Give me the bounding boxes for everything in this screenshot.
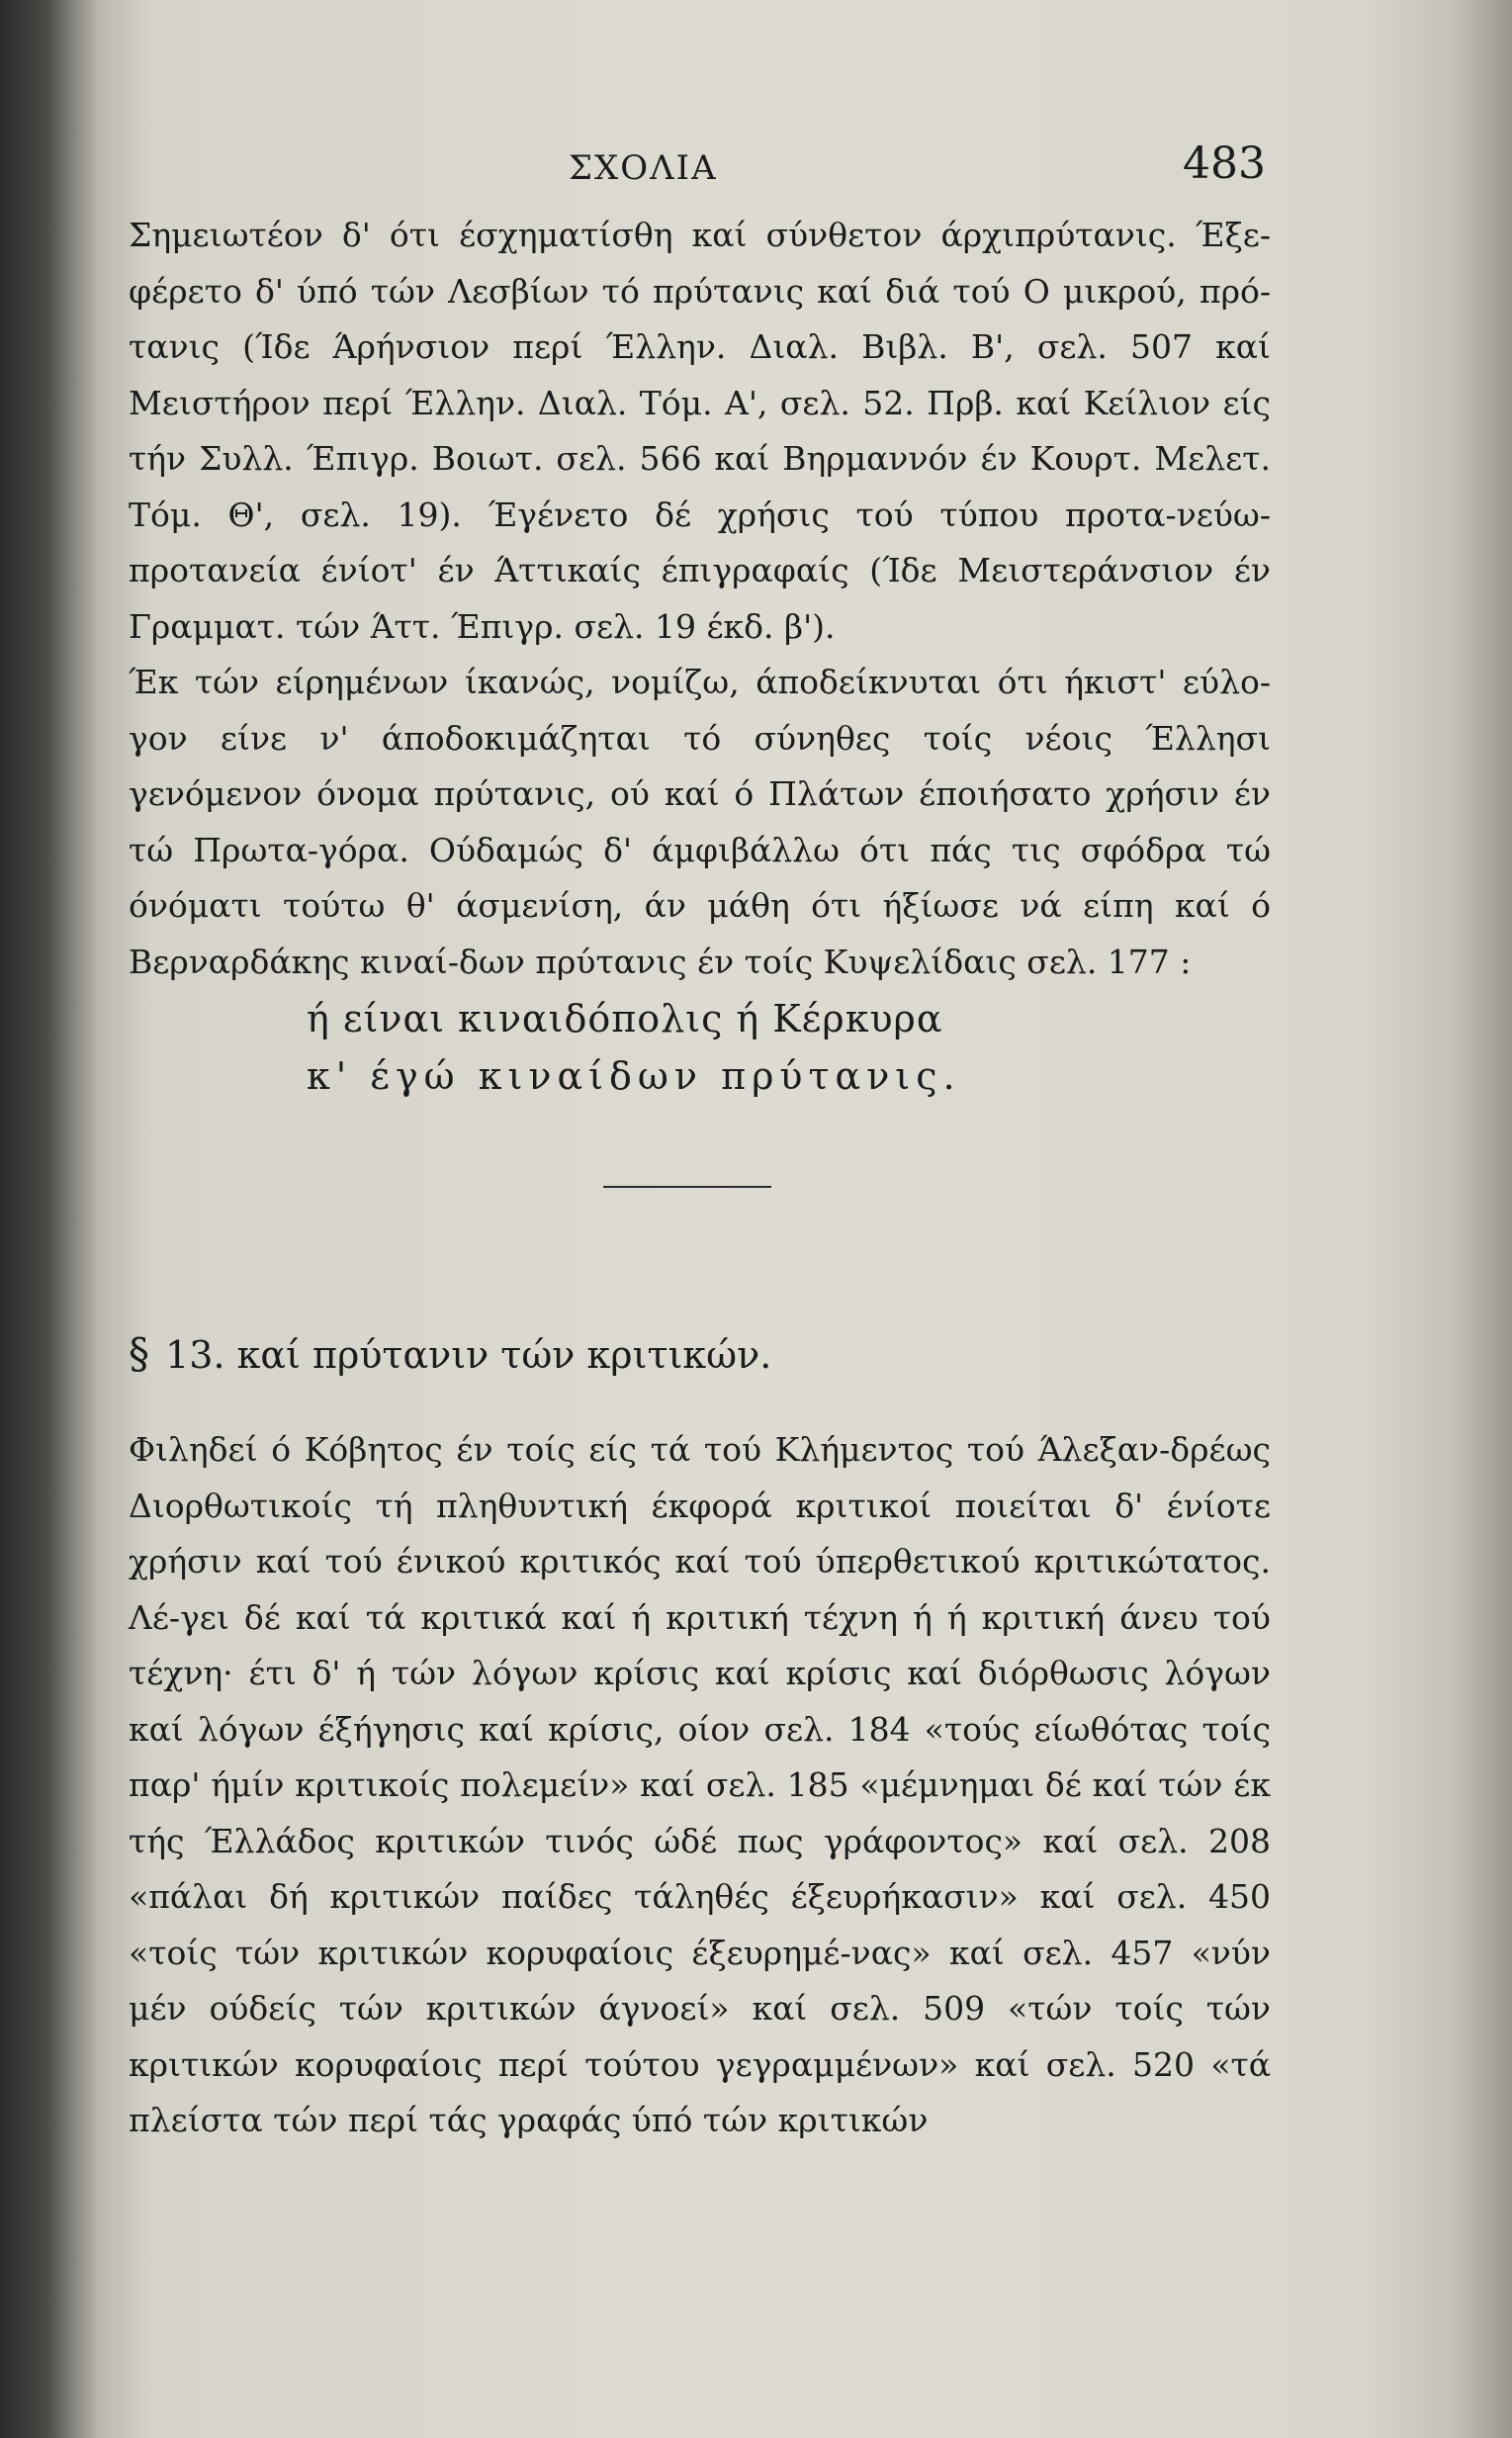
verse-line-1: ή είναι κιναιδόπολις ή Κέρκυρα xyxy=(307,997,943,1040)
body-text xyxy=(129,208,1271,2149)
section-mark: § xyxy=(129,1329,149,1378)
running-head xyxy=(119,138,1266,198)
section-heading xyxy=(129,1326,1271,1383)
paragraph-2: Έκ τών είρημένων ίκανώς, νομίζω, άποδείκνυται ότι ήκιστ' εύλο-γον είνε ν' άποδοκιμάζηται τό σύνηθες τοίς νέοις Έλλησι γενόμενον όνομα πρύτανις, ού καί ό Πλάτων έποιήσατο χρήσιν έν τώ Πρωτα-γόρα. Ούδαμώς δ' άμφιβάλλω ότι πάς τις σφόδρα τώ όνόματι τούτω θ' άσμενίση, άν μάθη ότι ήξίωσε νά είπη καί ό Βερναρδάκης κιναί-δων πρύτανις έν τοίς Κυψελίδαις σελ. 177 : xyxy=(129,663,1271,981)
paragraph-1: Σημειωτέον δ' ότι έσχηματίσθη καί σύνθετον άρχιπρύτανις. Έξε-φέρετο δ' ύπό τών Λεσβίων τό πρύτανις καί διά τού Ο μικρού, πρό-τανις (Ίδε Άρήνσιον περί Έλλην. Διαλ. Βιβλ. Β', σελ. 507 καί Μειστήρον περί Έλλην. Διαλ. Τόμ. Α', σελ. 52. Πρβ. καί Κείλιον είς τήν Συλλ. Έπιγρ. Βοιωτ. σελ. 566 καί Βηρμαννόν έν Κουρτ. Μελετ. Τόμ. Θ', σελ. 19). Έγένετο δέ χρήσις τού τύπου προτα-νεύω-προτανεία ένίοτ' έν Άττικαίς έπιγραφαίς (Ίδε Μειστεράνσιον έν Γραμματ. τών Άττ. Έπιγρ. σελ. 19 έκδ. β'). xyxy=(129,216,1271,646)
page-number: 483 xyxy=(1183,138,1266,189)
book-page xyxy=(119,0,1271,2438)
divider-rule xyxy=(603,1186,771,1188)
paragraph-3: Φιληδεί ό Κόβητος έν τοίς είς τά τού Κλήμεντος τού Άλεξαν-δρέως Διορθωτικοίς τή πληθυντική έκφορά κριτικοί ποιείται δ' ένίοτε χρήσιν καί τού ένικού κριτικός καί τού ύπερθετικού κριτικώτατος. Λέ-γει δέ καί τά κριτικά καί ή κριτική τέχνη ή ή κριτική άνευ τού τέχνη· έτι δ' ή τών λόγων κρίσις καί κρίσις καί διόρθωσις λόγων καί λόγων έξήγησις καί κρίσις, οίον σελ. 184 «τούς είωθότας τοίς παρ' ήμίν κριτικοίς πολεμείν» καί σελ. 185 «μέμνημαι δέ καί τών έκ τής Έλλάδος κριτικών τινός ώδέ πως γράφοντος» καί σελ. 208 «πάλαι δή κριτικών παίδες τάληθές έξευρήκασιν» καί σελ. 450 «τοίς τών κριτικών κορυφαίοις έξευρημέ-νας» καί σελ. 457 «νύν μέν ούδείς τών κριτικών άγνοεί» καί σελ. 509 «τών τοίς τών κριτικών κορυφαίοις περί τούτου γεγραμμένων» καί σελ. 520 «τά πλείστα τών περί τάς γραφάς ύπό τών κριτικών xyxy=(129,1430,1271,2139)
section-number: 13. xyxy=(165,1333,225,1377)
verse-line-2: κ' έγώ κιναίδων πρύτανις. xyxy=(307,1054,961,1098)
running-title: ΣΧΟΛΙΑ xyxy=(569,148,718,188)
section-title: καί πρύτανιν τών κριτικών. xyxy=(236,1333,772,1377)
